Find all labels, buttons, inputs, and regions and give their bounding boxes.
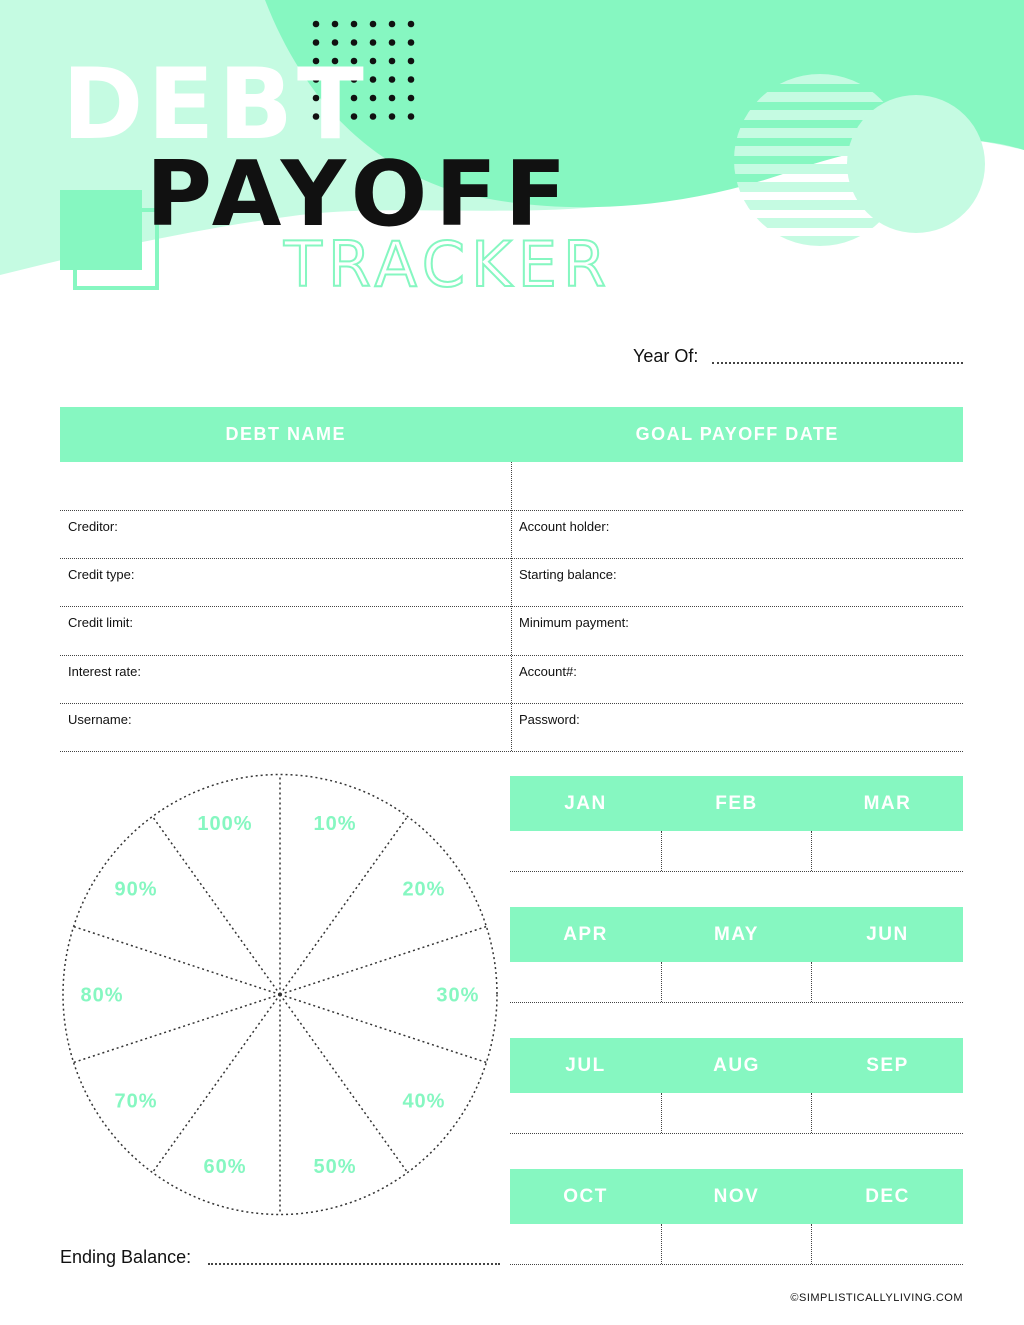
month-entry-field[interactable] (510, 962, 661, 1002)
field-label-right: Account#: (519, 664, 577, 679)
dot (389, 58, 396, 65)
dot (351, 39, 358, 46)
month-label: SEP (866, 1054, 909, 1076)
month-label: JUL (565, 1054, 606, 1076)
month-label: MAY (714, 923, 759, 945)
dot (408, 39, 415, 46)
dot (408, 76, 415, 83)
goal-payoff-date-field[interactable] (512, 462, 963, 510)
wheel-percent-label: 80% (80, 984, 124, 1007)
year-of-field[interactable] (712, 362, 963, 364)
field-label-left: Creditor: (68, 519, 118, 534)
month-entry-field[interactable] (661, 1224, 812, 1264)
title-payoff: PAYOFF (146, 142, 575, 247)
month-entry-field[interactable] (661, 1093, 812, 1133)
field-label-left: Username: (68, 712, 132, 727)
month-row-line (510, 1133, 963, 1134)
dot (408, 95, 415, 102)
month-header-bar (510, 1038, 963, 1093)
table-row-line (60, 751, 963, 752)
debt-table-header (60, 407, 963, 462)
dot (370, 95, 377, 102)
wheel-percent-label: 20% (402, 878, 446, 901)
solid-circle-decoration (847, 95, 985, 233)
table-row-line (60, 703, 963, 704)
month-label: JAN (564, 792, 607, 814)
solid-square-decoration (60, 190, 142, 270)
month-header-bar (510, 776, 963, 831)
month-row-line (510, 1264, 963, 1265)
dot (332, 21, 339, 28)
month-label: FEB (715, 792, 758, 814)
wheel-percent-label: 10% (313, 812, 357, 835)
month-entry-field[interactable] (661, 962, 812, 1002)
title-tracker: TRACKER (284, 228, 612, 301)
table-row-line (60, 655, 963, 656)
field-label-right: Password: (519, 712, 580, 727)
field-label-right: Starting balance: (519, 567, 617, 582)
dot (351, 21, 358, 28)
month-header-bar (510, 1169, 963, 1224)
dot (370, 39, 377, 46)
month-label: OCT (563, 1185, 608, 1207)
dot (408, 113, 415, 120)
field-label-right: Account holder: (519, 519, 610, 534)
dot (332, 39, 339, 46)
month-row-line (510, 871, 963, 872)
field-label-right: Minimum payment: (519, 615, 629, 630)
month-header-bar (510, 907, 963, 962)
dot (370, 21, 377, 28)
wheel-percent-label: 50% (313, 1156, 357, 1179)
debt-name-field[interactable] (60, 462, 511, 510)
dot (313, 21, 320, 28)
title-debt: DEBT (62, 48, 368, 162)
year-of-label: Year Of: (633, 346, 699, 366)
dot (408, 21, 415, 28)
month-entry-field[interactable] (812, 1224, 963, 1264)
table-row-line (60, 558, 963, 559)
table-row-line (60, 510, 963, 511)
wheel-percent-label: 40% (402, 1090, 446, 1113)
month-label: AUG (713, 1054, 760, 1076)
dot (408, 58, 415, 65)
dot (389, 21, 396, 28)
month-entry-field[interactable] (812, 831, 963, 871)
wheel-percent-label: 70% (114, 1090, 158, 1113)
progress-wheel (60, 772, 500, 1217)
wheel-percent-label: 100% (197, 812, 253, 835)
month-entry-field[interactable] (510, 831, 661, 871)
goal-payoff-date-header: GOAL PAYOFF DATE (635, 424, 839, 444)
dot (389, 113, 396, 120)
dot (389, 39, 396, 46)
debt-name-header: DEBT NAME (225, 424, 346, 444)
month-entry-field[interactable] (510, 1224, 661, 1264)
month-label: APR (563, 923, 608, 945)
dot (370, 58, 377, 65)
ending-balance-field[interactable] (208, 1263, 500, 1265)
month-entry-field[interactable] (812, 962, 963, 1002)
wheel-percent-label: 60% (203, 1156, 247, 1179)
field-label-left: Credit limit: (68, 615, 134, 630)
month-label: DEC (865, 1185, 910, 1207)
dot (389, 95, 396, 102)
month-entry-field[interactable] (812, 1093, 963, 1133)
footer-credit: ©SIMPLISTICALLYLIVING.COM (790, 1292, 963, 1304)
ending-balance-label: Ending Balance: (60, 1247, 192, 1267)
month-row-line (510, 1002, 963, 1003)
dot (389, 76, 396, 83)
month-label: NOV (713, 1185, 760, 1207)
wheel-percent-label: 30% (436, 984, 480, 1007)
month-label: MAR (863, 792, 912, 814)
table-row-line (60, 606, 963, 607)
month-entry-field[interactable] (661, 831, 812, 871)
wheel-percent-label: 90% (114, 878, 158, 901)
month-label: JUN (866, 923, 909, 945)
dot (370, 113, 377, 120)
dot (370, 76, 377, 83)
dot (313, 39, 320, 46)
field-label-left: Credit type: (68, 567, 135, 582)
month-entry-field[interactable] (510, 1093, 661, 1133)
field-label-left: Interest rate: (68, 664, 141, 679)
